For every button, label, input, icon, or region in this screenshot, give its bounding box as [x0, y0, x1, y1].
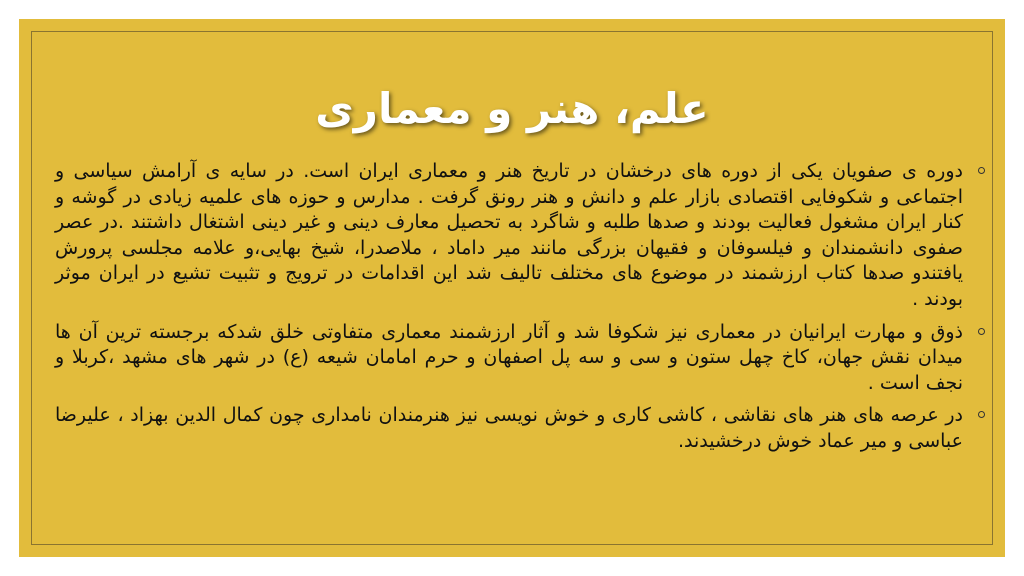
slide [19, 19, 1005, 557]
bullet-text: در عرصه های هنر های نقاشی ، کاشی کاری و خوش نویسی نیز هنرمندان نامداری چون کمال الدین بهزاد ، علیرضا عباسی و میر عماد خوش درخشیدند. [55, 404, 963, 452]
slide-content [55, 159, 985, 462]
bullet-circle-icon [978, 167, 985, 174]
slide-title: علم، هنر و معماری [315, 84, 709, 133]
bullet-circle-icon [978, 411, 985, 418]
bullet-text: ذوق و مهارت ایرانیان در معماری نیز شکوفا شد و آثار ارزشمند معماری متفاوتی خلق شدکه برجسته ترین آن ها میدان نقش جهان، کاخ چهل ستون و سی و سه پل اصفهان و حرم امامان شیعه (ع) در شهر های مشهد ،کربلا و نجف است . [55, 320, 963, 394]
bullet-circle-icon [978, 328, 985, 335]
bullet-text: دوره ی صفویان یکی از دوره های درخشان در تاریخ هنر و معماری ایران است. در سایه ی آرامش سیاسی و اجتماعی و شکوفایی اقتصادی بازار علم و دانش و هنر رونق گرفت . مدارس و حوزه های علمیه زیادی در گوشه و کنار ایران مشغول فعالیت بودند و صدها طلبه و شاگرد به تحصیل معارف دینی و غیر دینی اشتغال داشتند .در عصر صفوی دانشمندان و فیلسوفان و فقیهان بزرگی مانند میر داماد ، ملاصدرا، شیخ بهایی،و علامه مجلسی پرورش یافتندو صدها کتاب ارزشمند در موضوع های مختلف تالیف شد این اقدامات در ترویج و تثبیت تشیع در ایران موثر بودند . [55, 160, 963, 310]
bullet-item [55, 159, 985, 313]
bullet-item [55, 403, 985, 454]
bullet-item [55, 320, 985, 397]
